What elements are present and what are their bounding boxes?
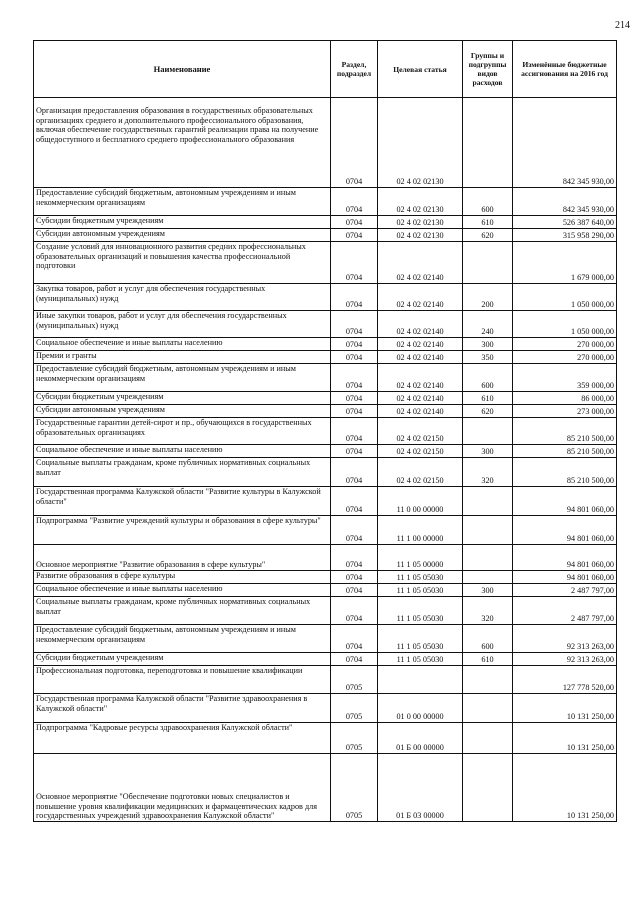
row-name: Социальное обеспечение и иные выплаты населению — [34, 445, 331, 458]
row-name: Иные закупки товаров, работ и услуг для обеспечения государственных (муниципальных) нужд — [34, 311, 331, 338]
row-article: 02 4 02 02150 — [378, 418, 463, 445]
row-section: 0704 — [331, 445, 378, 458]
row-group — [463, 545, 513, 571]
row-amount: 1 050 000,00 — [513, 284, 617, 311]
row-article: 11 1 05 05030 — [378, 597, 463, 625]
row-name: Социальные выплаты гражданам, кроме публичных нормативных социальных выплат — [34, 597, 331, 625]
row-group: 610 — [463, 392, 513, 405]
row-amount: 842 345 930,00 — [513, 98, 617, 188]
row-name: Социальные выплаты гражданам, кроме публичных нормативных социальных выплат — [34, 458, 331, 487]
row-name: Субсидии бюджетным учреждениям — [34, 216, 331, 229]
row-amount: 359 000,00 — [513, 364, 617, 392]
row-section: 0704 — [331, 653, 378, 666]
row-name: Основное мероприятие "Развитие образования в сфере культуры" — [34, 545, 331, 571]
row-group — [463, 666, 513, 694]
row-group — [463, 723, 513, 754]
row-section: 0704 — [331, 311, 378, 338]
row-article: 11 1 05 05030 — [378, 584, 463, 597]
table-header-row — [34, 41, 617, 98]
row-article: 02 4 02 02140 — [378, 351, 463, 364]
row-amount: 842 345 930,00 — [513, 188, 617, 216]
row-amount: 1 679 000,00 — [513, 242, 617, 284]
row-article: 02 4 02 02140 — [378, 284, 463, 311]
row-group: 240 — [463, 311, 513, 338]
page-number: 214 — [615, 20, 630, 31]
row-group: 200 — [463, 284, 513, 311]
row-section: 0705 — [331, 666, 378, 694]
row-article: 02 4 02 02130 — [378, 188, 463, 216]
row-name: Субсидии автономным учреждениям — [34, 229, 331, 242]
row-name: Подпрограмма "Кадровые ресурсы здравоохранения Калужской области" — [34, 723, 331, 754]
row-group: 600 — [463, 625, 513, 653]
row-article: 02 4 02 02140 — [378, 242, 463, 284]
row-group: 600 — [463, 364, 513, 392]
row-section: 0704 — [331, 351, 378, 364]
row-amount: 1 050 000,00 — [513, 311, 617, 338]
row-amount: 315 958 290,00 — [513, 229, 617, 242]
row-article: 11 1 05 00000 — [378, 545, 463, 571]
row-name: Предоставление субсидий бюджетным, автономным учреждениям и иным некоммерческим организациям — [34, 364, 331, 392]
header-name: Наименование — [34, 41, 331, 98]
row-name: Организация предоставления образования в государственных образовательных организациях среднего и дополнительного профессионального образования, включая обеспечение государственных гарантий реализации права на получение общедоступного и бесплатного среднего профессионального образования — [34, 98, 331, 188]
row-article: 02 4 02 02140 — [378, 364, 463, 392]
row-section: 0704 — [331, 405, 378, 418]
row-section: 0704 — [331, 487, 378, 516]
row-group: 320 — [463, 597, 513, 625]
row-article: 02 4 02 02150 — [378, 445, 463, 458]
row-amount: 94 801 060,00 — [513, 545, 617, 571]
row-article: 02 4 02 02130 — [378, 216, 463, 229]
row-article: 11 1 05 05030 — [378, 625, 463, 653]
row-amount: 270 000,00 — [513, 351, 617, 364]
row-article: 02 4 02 02140 — [378, 311, 463, 338]
row-name: Предоставление субсидий бюджетным, автономным учреждениям и иным некоммерческим организациям — [34, 188, 331, 216]
row-article: 02 4 02 02140 — [378, 338, 463, 351]
row-name: Закупка товаров, работ и услуг для обеспечения государственных (муниципальных) нужд — [34, 284, 331, 311]
row-section: 0704 — [331, 597, 378, 625]
row-article: 01 Б 03 00000 — [378, 754, 463, 822]
budget-table — [33, 40, 617, 822]
row-article: 01 0 00 00000 — [378, 694, 463, 723]
header-article: Целевая статья — [378, 41, 463, 98]
row-article: 02 4 02 02130 — [378, 229, 463, 242]
row-section: 0704 — [331, 242, 378, 284]
row-amount: 270 000,00 — [513, 338, 617, 351]
header-groups: Группы и подгруппы видов расходов — [463, 41, 513, 98]
row-section: 0704 — [331, 216, 378, 229]
row-name: Субсидии бюджетным учреждениям — [34, 653, 331, 666]
row-group — [463, 487, 513, 516]
row-name: Государственные гарантии детей-сирот и пр., обучающихся в государственных образовательных организациях — [34, 418, 331, 445]
row-name: Субсидии автономным учреждениям — [34, 405, 331, 418]
row-amount: 92 313 263,00 — [513, 653, 617, 666]
row-amount: 273 000,00 — [513, 405, 617, 418]
row-amount: 94 801 060,00 — [513, 571, 617, 584]
row-section: 0704 — [331, 625, 378, 653]
row-group: 610 — [463, 216, 513, 229]
row-section: 0704 — [331, 571, 378, 584]
row-article: 11 0 00 00000 — [378, 487, 463, 516]
row-name: Государственная программа Калужской области "Развитие здравоохранения в Калужской области" — [34, 694, 331, 723]
row-amount: 94 801 060,00 — [513, 516, 617, 545]
row-amount: 85 210 500,00 — [513, 458, 617, 487]
row-name: Создание условий для инновационного развития средних профессиональных образовательных организаций и повышения качества профессиональной подготовки — [34, 242, 331, 284]
row-name: Предоставление субсидий бюджетным, автономным учреждениям и иным некоммерческим организациям — [34, 625, 331, 653]
row-amount: 2 487 797,00 — [513, 597, 617, 625]
row-section: 0704 — [331, 584, 378, 597]
row-section: 0704 — [331, 392, 378, 405]
row-article: 11 1 05 05030 — [378, 653, 463, 666]
row-section: 0704 — [331, 284, 378, 311]
row-article: 11 1 05 05030 — [378, 571, 463, 584]
row-group: 320 — [463, 458, 513, 487]
row-section: 0704 — [331, 98, 378, 188]
row-group — [463, 98, 513, 188]
row-amount: 10 131 250,00 — [513, 723, 617, 754]
row-section: 0704 — [331, 418, 378, 445]
row-amount: 10 131 250,00 — [513, 694, 617, 723]
row-group — [463, 242, 513, 284]
row-group: 300 — [463, 338, 513, 351]
row-amount: 94 801 060,00 — [513, 487, 617, 516]
row-amount: 526 387 640,00 — [513, 216, 617, 229]
row-group: 350 — [463, 351, 513, 364]
row-article: 02 4 02 02140 — [378, 392, 463, 405]
header-amount: Изменённые бюджетные ассигнования на 2016 год — [513, 41, 617, 98]
row-name: Социальное обеспечение и иные выплаты населению — [34, 338, 331, 351]
row-group — [463, 418, 513, 445]
row-name: Профессиональная подготовка, переподготовка и повышение квалификации — [34, 666, 331, 694]
row-group: 300 — [463, 584, 513, 597]
row-name: Субсидии бюджетным учреждениям — [34, 392, 331, 405]
row-group: 300 — [463, 445, 513, 458]
row-amount: 85 210 500,00 — [513, 445, 617, 458]
row-group — [463, 571, 513, 584]
row-section: 0704 — [331, 338, 378, 351]
row-amount: 2 487 797,00 — [513, 584, 617, 597]
row-amount: 10 131 250,00 — [513, 754, 617, 822]
row-amount: 86 000,00 — [513, 392, 617, 405]
row-section: 0704 — [331, 545, 378, 571]
row-group — [463, 694, 513, 723]
row-section: 0704 — [331, 229, 378, 242]
row-name: Премии и гранты — [34, 351, 331, 364]
row-amount: 85 210 500,00 — [513, 418, 617, 445]
row-group — [463, 516, 513, 545]
row-amount: 127 778 520,00 — [513, 666, 617, 694]
row-group: 610 — [463, 653, 513, 666]
row-article — [378, 666, 463, 694]
row-group: 620 — [463, 229, 513, 242]
row-article: 02 4 02 02150 — [378, 458, 463, 487]
row-section: 0704 — [331, 516, 378, 545]
row-section: 0705 — [331, 723, 378, 754]
row-section: 0705 — [331, 754, 378, 822]
row-article: 01 Б 00 00000 — [378, 723, 463, 754]
row-name: Подпрограмма "Развитие учреждений культуры и образования в сфере культуры" — [34, 516, 331, 545]
row-name: Развитие образования в сфере культуры — [34, 571, 331, 584]
row-section: 0704 — [331, 364, 378, 392]
row-group: 600 — [463, 188, 513, 216]
row-article: 02 4 02 02130 — [378, 98, 463, 188]
row-name: Государственная программа Калужской области "Развитие культуры в Калужской области" — [34, 487, 331, 516]
row-section: 0704 — [331, 458, 378, 487]
header-section: Раздел, подраздел — [331, 41, 378, 98]
row-group: 620 — [463, 405, 513, 418]
row-name: Основное мероприятие "Обеспечение подготовки новых специалистов и повышение уровня квалификации медицинских и фармацевтических кадров для государственных учреждений здравоохранения Калужской области" — [34, 754, 331, 822]
row-article: 11 1 00 00000 — [378, 516, 463, 545]
row-article: 02 4 02 02140 — [378, 405, 463, 418]
row-amount: 92 313 263,00 — [513, 625, 617, 653]
row-section: 0704 — [331, 188, 378, 216]
row-group — [463, 754, 513, 822]
row-name: Социальное обеспечение и иные выплаты населению — [34, 584, 331, 597]
row-section: 0705 — [331, 694, 378, 723]
